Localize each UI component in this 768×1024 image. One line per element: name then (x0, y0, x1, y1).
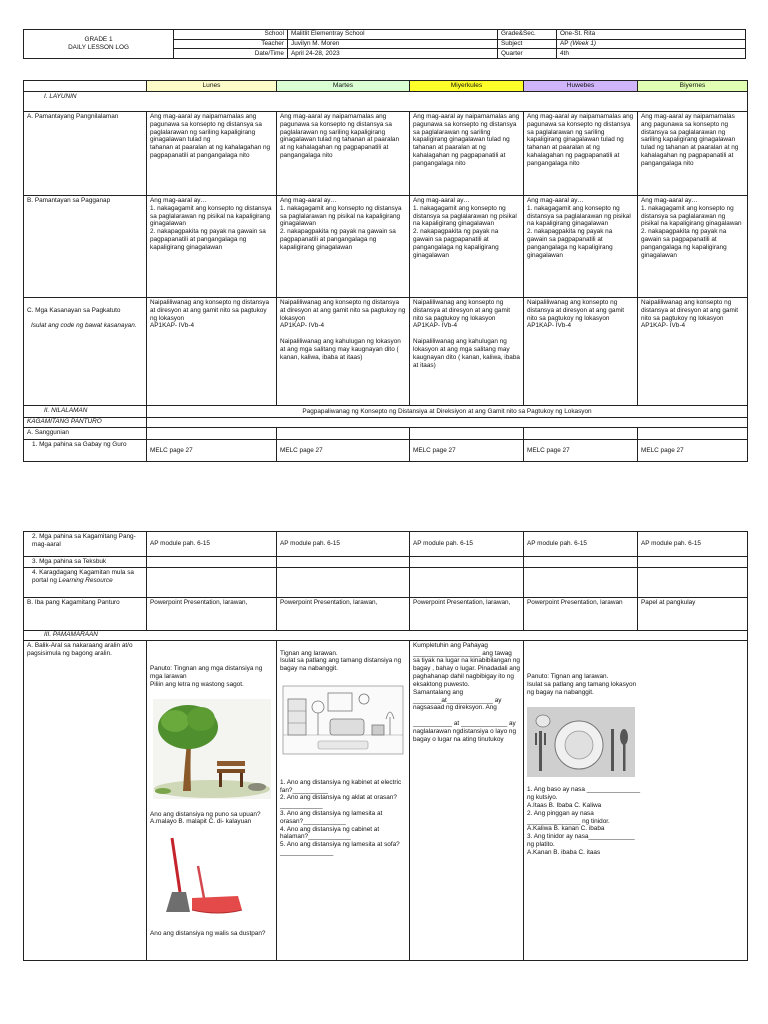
section-nilalaman: II. NILALAMAN (24, 406, 147, 418)
cell-iba-miyerkules: Powerpoint Presentation, larawan, (410, 597, 524, 630)
living-room-illustration (282, 685, 404, 755)
tree-and-bench-illustration (153, 699, 271, 799)
lesson-header-table (23, 29, 746, 59)
cell-a-miyerkules: Ang mag-aaral ay naipamamalas ang pagunawa sa konsepto ng distansya sa paglalarawan ng sariling kapaligirang ginagalawan tulad ng tahanan at paaralan at ng kahalagahan ng pagpapanatili at pangangalaga nito (410, 112, 524, 196)
balik-lunes-instructions: Panuto: Tingnan ang mga distansiya ng mga larawan Piliin ang letra ng wastong sagot. (150, 665, 263, 689)
kasanayan-label: C. Mga Kasanayan sa Pagkatuto (27, 306, 121, 314)
row-label-sanggunian: A. Sanggunian (24, 428, 147, 440)
karagdagang-main: 4. Karagdagang Kagamitan mula sa portal ng (32, 568, 134, 584)
balik-martes-questions: 1. Ano ang distansiya ng kabinet at electric fan?__________ 2. Ano ang distansiya ng aklat at orasan?____________ 3. Ano ang distansiya ng lamesita at orasan?____________ 4. Ano ang distansiya ng cabinet at halaman?____________ 5. Ano ang distansiya ng lamesita at sofa?_______________ (280, 778, 402, 856)
lesson-table-page-2 (23, 531, 748, 961)
quarter-value: 4th (557, 49, 746, 59)
cell-a-martes: Ang mag-aaral ay naipamamalas ang pagunawa sa konsepto ng distansya sa paglalarawan ng sariling kapaligirang ginagalawan tulad ng tahanan at paaralan at ng kahalagahan ng pagpapanatili at pangangalaga nito (277, 112, 410, 196)
cell-a-lunes: Ang mag-aaral ay naipamamalas ang pagunawa sa konsepto ng distansya sa paglalarawan ng sariling kapaligirang ginagalawan tulad ng tahanan at paaralan at ng kahalagahan ng pagpapanatili at pangangalaga nito (147, 112, 277, 196)
datetime-value: April 24-28, 2023 (288, 49, 498, 59)
subject-week: (Week 1) (570, 39, 597, 47)
cell-iba-biyernes: Papel at pangkulay (638, 597, 748, 630)
grade-label: GRADE 1 (84, 35, 113, 43)
row-label-pamantayan-sa-pagganap: B. Pamantayan sa Pagganap (24, 196, 147, 298)
quarter-label: Quarter (498, 49, 557, 59)
gradesec-value: One-St. Rita (557, 30, 746, 40)
section-layunin: I. LAYUNIN (24, 92, 748, 112)
day-header-martes: Martes (277, 81, 410, 92)
school-label: School (174, 30, 288, 40)
cell-iba-lunes: Powerpoint Presentation, larawan, (147, 597, 277, 630)
cell-a-biyernes: Ang mag-aaral ay naipamamalas ang pagunawa sa konsepto ng distansya sa paglalarawan ng sariling kapaligirang ginagalawan tulad ng tahanan at paaralan at ng kahalagahan ng pagpapanatili at pangangalaga nito (638, 112, 748, 196)
cell-kag-miyerkules: AP module pah. 6-15 (410, 532, 524, 557)
teacher-label: Teacher (174, 39, 288, 49)
subject-main: AP (560, 39, 569, 47)
row-label-teksbuk: 3. Mga pahina sa Teksbuk (24, 557, 147, 568)
section-pamamaraan: III. PAMAMARAAN (24, 630, 748, 640)
teacher-value: Juvilyn M. Moren (288, 39, 498, 49)
cell-kag-lunes: AP module pah. 6-15 (147, 532, 277, 557)
cell-balik-lunes (147, 640, 277, 960)
cell-iba-huwebes: Powerpoint Presentation, larawan (524, 597, 638, 630)
cell-balik-martes (277, 640, 410, 960)
cell-gabay-huwebes: MELC page 27 (524, 440, 638, 462)
row-label-kasanayan (24, 298, 147, 406)
balik-lunes-question-1: Ano ang distansiya ng puno sa upuan? A.malayo B. malapit C. di- kalayuan (150, 810, 261, 826)
cell-b-lunes: Ang mag-aaral ay… 1. nakagagamit ang konsepto ng distansya sa paglalarawan ng pisikal na kapaligirang ginagalawan 2. nakapagpakita ng payak na gawain sa pagpapanatili at pangangalaga ng kapaligirang ginagalawan (147, 196, 277, 298)
kasanayan-sub: Isulat ang code ng bawat kasanayan. (31, 322, 137, 330)
balik-martes-instructions: Tignan ang larawan. Isulat sa patlang ang tamang distansiya ng bagay na nabanggit. (280, 649, 402, 673)
broom-and-dustpan-illustration (158, 836, 248, 918)
row-label-iba-pang-kagamitan: B. Iba pang Kagamitang Panturo (24, 597, 147, 630)
cell-b-huwebes: Ang mag-aaral ay… 1. nakagagamit ang konsepto ng distansya sa paglalarawan ng pisikal na kapaligirang ginagalawan 2. nakapagpakita ng payak na gawain sa pagpapanatili at pangangalaga ng kapaligirang ginagalawan (524, 196, 638, 298)
day-header-lunes: Lunes (147, 81, 277, 92)
datetime-label: Date/Time (174, 49, 288, 59)
grade-cell (24, 30, 174, 59)
day-header-huwebes: Huwebes (524, 81, 638, 92)
cell-balik-huwebes (524, 640, 748, 960)
cell-kag-huwebes: AP module pah. 6-15 (524, 532, 638, 557)
balik-huwebes-instructions: Panuto: Tignan ang larawan. Isulat sa patlang ang tamang lokasyon ng bagay na nabanggit. (527, 673, 637, 696)
school-value: Malitlit Elementray School (288, 30, 498, 40)
cell-kag-martes: AP module pah. 6-15 (277, 532, 410, 557)
cell-gabay-lunes: MELC page 27 (147, 440, 277, 462)
cell-c-miyerkules: Naipaliliwanag ang konsepto ng distansya at diresyon at ang gamit nito sa pagtukoy ng lokasyon AP1KAP- IVb-4 Naipaliliwanag ang kahulugan ng lokasyon at ang mga salitang may kaugnayan dito ( kanan, kaliwa, ibaba at itaas) (410, 298, 524, 406)
cell-c-lunes: Naipaliliwanag ang konsepto ng distansya at diresyon at ang gamit nito sa pagtukoy ng lokasyon AP1KAP- IVb-4 (147, 298, 277, 406)
cell-b-martes: Ang mag-aaral ay… 1. nakagagamit ang konsepto ng distansya sa paglalarawan ng pisikal na kapaligirang ginagalawan 2. nakapagpakita ng payak na gawain sa pagpapanatili at pangangalaga ng kapaligirang ginagalawan (277, 196, 410, 298)
row-label-kagamitang-pang-mag-aaral: 2. Mga pahina sa Kagamitang Pang-mag-aaral (24, 532, 147, 557)
cell-a-huwebes: Ang mag-aaral ay naipamamalas ang pagunawa sa konsepto ng distansya sa paglalarawan ng sariling kapaligirang ginagalawan tulad ng tahanan at paaralan at ng kahalagahan ng pagpapanatili at pangangalaga nito (524, 112, 638, 196)
nilalaman-text: Pagpapaliwanag ng Konsepto ng Distansiya at Direksiyon at ang Gamit nito sa Pagtukoy ng Lokasyon (147, 406, 748, 418)
cell-c-martes: Naipaliliwanag ang konsepto ng distansya at diresyon at ang gamit nito sa pagtukoy ng lokasyon AP1KAP- IVb-4 Naipaliliwanag ang kahulugan ng lokasyon at ang mga salitang may kaugnayan dito ( kanan, kaliwa, ibaba at itaas) (277, 298, 410, 406)
lesson-table-page-1 (23, 80, 748, 462)
cell-c-biyernes: Naipaliliwanag ang konsepto ng distansya at diresyon at ang gamit nito sa pagtukoy ng lokasyon AP1KAP- IVb-4 (638, 298, 748, 406)
row-label-pamantayang-pangnilalaman: A. Pamantayang Pangnilalaman (24, 112, 147, 196)
table-setting-illustration (527, 707, 635, 777)
balik-huwebes-questions: 1. Ang baso ay nasa _______________ ng kutsiyo. A.Itaas B. Ibaba C. Kaliwa 2. Ang pinggan ay nasa _______________ ng tinidor. A.Kaliwa B. kanan C. ibaba 3. Ang tinidor ay nasa_____________ ng platito. A.Kanan B. ibaba C. itaas (527, 786, 641, 856)
row-label-karagdagang (24, 567, 147, 597)
cell-iba-martes: Powerpoint Presentation, larawan, (277, 597, 410, 630)
cell-gabay-biyernes: MELC page 27 (638, 440, 748, 462)
cell-b-miyerkules: Ang mag-aaral ay… 1. nakagagamit ang konsepto ng distansya sa paglalarawan ng pisikal na kapaligirang ginagalawan 2. nakapagpakita ng payak na gawain sa pagpapanatili at pangangalaga ng kapaligirang ginagalawan (410, 196, 524, 298)
cell-b-biyernes: Ang mag-aaral ay… 1. nakagagamit ang konsepto ng distansya sa paglalarawan ng pisikal na kapaligirang ginagalawan 2. nakapagpakita ng payak na gawain sa pagpapanatili at pangangalaga ng kapaligirang ginagalawan (638, 196, 748, 298)
row-label-gabay: 1. Mga pahina sa Gabay ng Guro (24, 440, 147, 462)
karagdagang-ital: Learning Resource (58, 576, 113, 584)
cell-gabay-martes: MELC page 27 (277, 440, 410, 462)
section-kagamitan: KAGAMITANG PANTURO (24, 418, 147, 428)
cell-c-huwebes: Naipaliliwanag ang konsepto ng distansya at diresyon at ang gamit nito sa pagtukoy ng lokasyon AP1KAP- IVb-4 (524, 298, 638, 406)
cell-gabay-miyerkules: MELC page 27 (410, 440, 524, 462)
day-header-biyernes: Biyernes (638, 81, 748, 92)
subject-value (557, 39, 746, 49)
cell-balik-miyerkules: Kumpletuhin ang Pahayag ___________________ ang tawag sa tiyak na lugar na kinabibilangan ng bagay , bahay o lugar. Pinadadali ang paghahanap dahil nagbibigay ito ng eksaktong puwesto. Samantalang ang ________at_____________ ay nagsasaad ng direksyon. Ang ___________ at _____________ ay naglalarawan ngdistansiya o layo ng bagay o lugar na ating tinutukoy (410, 640, 524, 960)
log-label: DAILY LESSON LOG (68, 44, 129, 52)
cell-kag-biyernes: AP module pah. 6-15 (638, 532, 748, 557)
gradesec-label: Grade&Sec. (498, 30, 557, 40)
row-label-balik-aral: A. Balik-Aral sa nakaraang aralin at/o pagsisimula ng bagong aralin. (24, 640, 147, 960)
subject-label: Subject (498, 39, 557, 49)
day-header-miyerkules: Miyerkules (410, 81, 524, 92)
balik-lunes-question-2: Ano ang distansiya ng walis sa dustpan? (150, 929, 266, 937)
